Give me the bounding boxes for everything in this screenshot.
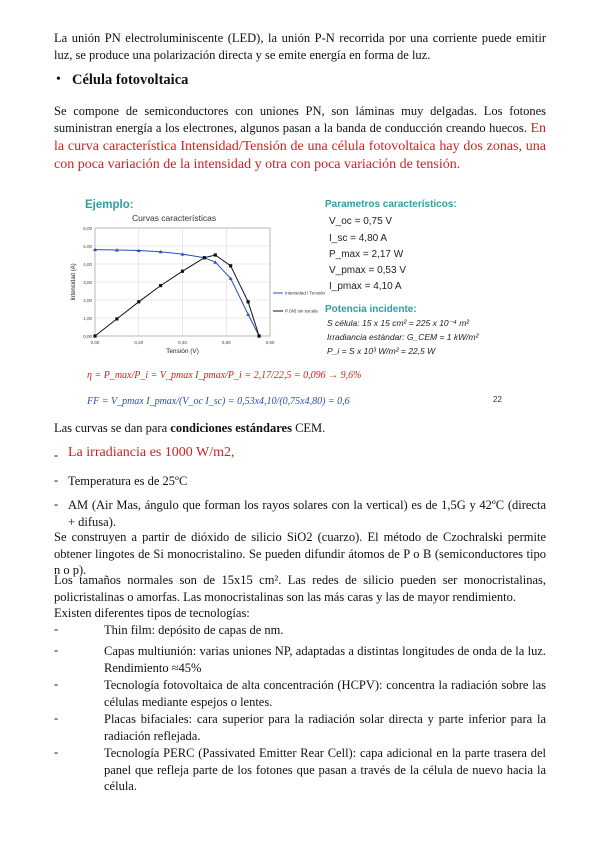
incident-line-2: Irradiancia estándar: G_CEM = 1 kW/m² xyxy=(327,332,479,342)
dash-bullet: - xyxy=(54,473,59,487)
x-axis-label: Tensión (V) xyxy=(166,348,199,355)
data-point xyxy=(115,317,118,320)
x-tick-label: 0,40 xyxy=(178,340,187,345)
incident-line-1: S célula: 15 x 15 cm² = 225 x 10⁻⁴ m² xyxy=(327,318,470,328)
sizes-paragraph: Los tamaños normales son de 15x15 cm². Las redes de silicio pueden ser monocristalinas, policristalinas o amorfas. Las monocristalinas son las más caras y las de mayor rendimiento. xyxy=(54,573,546,604)
caption-end: CEM. xyxy=(291,421,326,435)
x-tick-label: 0,80 xyxy=(265,340,275,345)
incident-line-3: P_i = S x 10³ W/m² = 22,5 W xyxy=(327,346,436,356)
tech-item-perc: Tecnología PERC (Passivated Emitter Rear Cell): capa adicional en la parte trasera del panel que refleja parte de los fotones que pasan a través de la célula de nuevo hacia la célula. xyxy=(104,746,546,793)
caption xyxy=(54,420,546,437)
x-tick-label: 0,20 xyxy=(134,340,144,345)
caption-bold: condiciones estándares xyxy=(170,421,292,435)
data-point xyxy=(93,334,96,337)
example-label: Ejemplo: xyxy=(85,199,134,211)
data-point xyxy=(137,300,140,303)
condition-irradiance: La irradiancia es 1000 W/m2, xyxy=(68,445,235,460)
section-body-highlight: En la curva característica Intensidad/Tensión de una célula fotovoltaica hay dos zonas, una con poca variación de la intensidad y otra con poca variación de tensión. xyxy=(54,120,547,172)
param-vpmax: V_pmax = 0,53 V xyxy=(329,265,406,276)
y-tick-label: 0,00 xyxy=(83,334,92,339)
data-point xyxy=(229,264,232,267)
y-tick-label: 6,00 xyxy=(83,226,92,231)
y-tick-label: 4,00 xyxy=(83,262,92,267)
param-isc: I_sc = 4,80 A xyxy=(329,233,388,244)
section-body xyxy=(54,103,546,174)
legend-label: Intensidad / Tensión xyxy=(285,290,325,296)
tech-item-hcpv: Tecnología fotovoltaica de alta concentración (HCPV): concentra la radiación sobre las células mediante espejos o lentes. xyxy=(104,678,546,709)
data-point xyxy=(203,256,206,259)
y-tick-label: 3,00 xyxy=(83,280,92,285)
y-tick-label: 5,00 xyxy=(83,244,92,249)
data-point xyxy=(247,300,250,303)
intro-paragraph: La unión PN electroluminiscente (LED), la unión P-N recorrida por una corriente puede emitir luz, se produce una polarización directa y se emite energía en forma de luz. xyxy=(54,31,546,62)
example-figure xyxy=(55,188,545,418)
x-tick-label: 0,60 xyxy=(221,340,231,345)
dash-bullet: - xyxy=(54,745,59,759)
y-axis-label: Intensidad (A) xyxy=(71,263,77,301)
bullet-dot-icon: • xyxy=(56,72,61,87)
condition-temperature: Temperatura es de 25ºC xyxy=(68,474,188,488)
efficiency-formula: η = P_max/P_i = V_pmax I_pmax/P_i = 2,17/22,5 = 0,096 → 9,6% xyxy=(87,370,362,381)
x-tick-label: 0,00 xyxy=(90,340,100,345)
param-pmax: P_max = 2,17 W xyxy=(329,249,404,260)
silicon-paragraph: Se construyen a partir de dióxido de silicio SiO2 (cuarzo). El método de Czochralski permite obtener lingotes de Si monocristalino. Se pueden difundir átomos de P o B (semiconductores tipo n o p). xyxy=(54,530,546,577)
data-point xyxy=(181,270,184,273)
caption-text: Las curvas se dan para xyxy=(54,421,171,435)
param-ipmax: I_pmax = 4,10 A xyxy=(329,281,402,292)
data-point xyxy=(257,334,260,337)
section-body-text: Se compone de semiconductores con uniones PN, son láminas muy delgadas. Los fotones suministran energía a los electrones, algunos pasan a la banda de conducción creando huecos. xyxy=(54,104,546,135)
legend-label: P (W) sin escala xyxy=(285,308,318,314)
incident-title: Potencia incidente: xyxy=(325,304,417,315)
dash-bullet: - xyxy=(54,677,59,691)
dash-bullet: - xyxy=(54,497,59,511)
tech-item-thin-film: Thin film: depósito de capas de nm. xyxy=(104,623,284,637)
dash-bullet: - xyxy=(54,622,59,636)
dash-bullet: - xyxy=(54,448,59,462)
y-tick-label: 1,00 xyxy=(83,316,92,321)
condition-am: AM (Air Mas, ángulo que forman los rayos solares con la vertical) es de 1,5G y 42ºC (directa + difusa). xyxy=(68,498,546,529)
dash-bullet: - xyxy=(54,711,59,725)
chart-title: Curvas características xyxy=(132,213,217,223)
data-point xyxy=(159,284,162,287)
data-point xyxy=(214,253,217,256)
slide-number: 22 xyxy=(493,395,502,404)
tech-item-multijunction: Capas multiunión: varias uniones NP, adaptadas a distintas longitudes de onda de la luz. Rendimiento ≈45% xyxy=(104,644,546,675)
dash-bullet: - xyxy=(54,643,59,657)
section-title: Célula fotovoltaica xyxy=(72,72,189,88)
params-title: Parametros característicos: xyxy=(325,199,457,210)
tech-item-bifacial: Placas bifaciales: cara superior para la radiación solar directa y parte inferior para la radiación reflejada. xyxy=(104,712,546,743)
fill-factor-formula: FF = V_pmax I_pmax/(V_oc I_sc) = 0,53x4,10/(0,75x4,80) = 0,6 xyxy=(87,396,350,407)
param-voc: V_oc = 0,75 V xyxy=(329,216,393,227)
tech-intro: Existen diferentes tipos de tecnologías: xyxy=(54,606,250,620)
y-tick-label: 2,00 xyxy=(83,298,92,303)
